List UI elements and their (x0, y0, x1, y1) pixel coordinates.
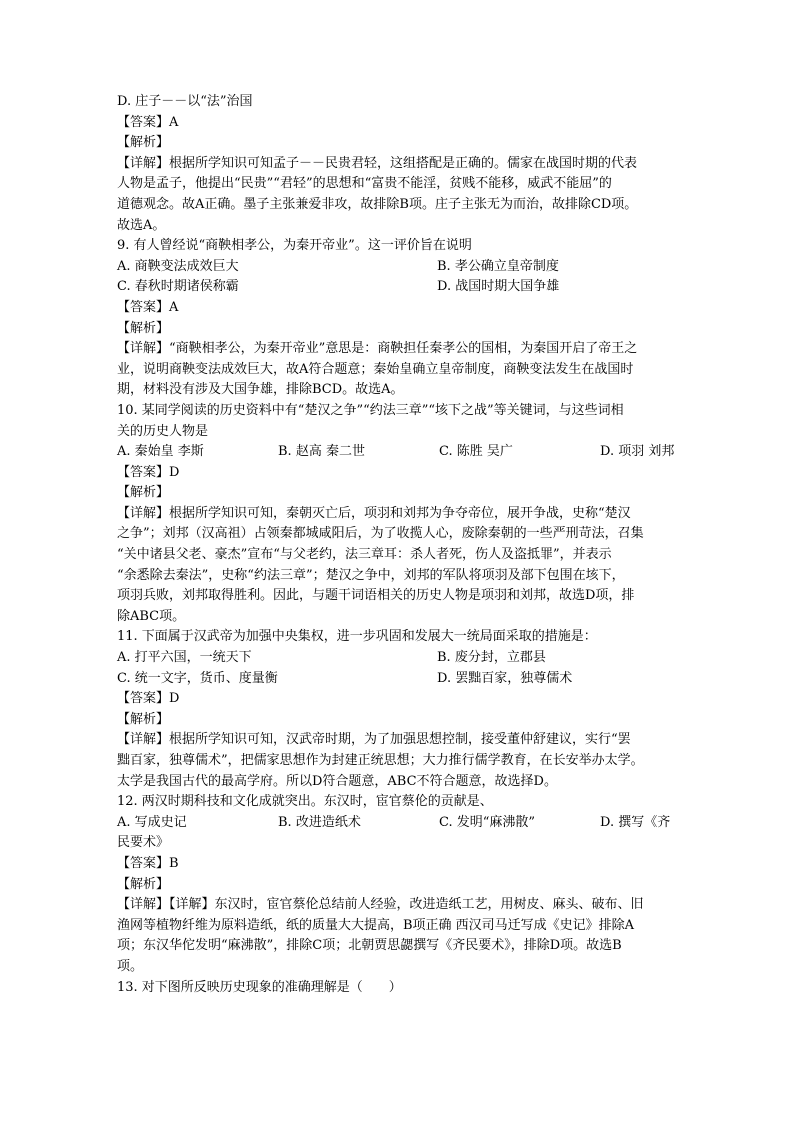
q12-detail-line: 项；东汉华佗发明“麻沸散”，排除C项；北朝贾思勰撰写《齐民要术》，排除D项。故选B (117, 938, 622, 954)
q12-option-b: B. 改进造纸术 (278, 814, 361, 830)
q8-detail-line: 【详解】根据所学知识可知孟子－－民贵君轻，这组搭配是正确的。儒家在战国时期的代表 (117, 155, 638, 171)
q10-detail-line: “关中诸县父老、豪杰”宣布“与父老约，法三章耳：杀人者死，伤人及盗抵罪”，并表示 (117, 547, 612, 563)
q11-detail-line: 【详解】根据所学知识可知，汉武帝时期，为了加强思想控制，接受董仲舒建议，实行“罢 (117, 732, 631, 748)
q12-detail-line: 渔网等植物纤维为原料造纸，纸的质量大大提高，B项正确 西汉司马迁写成《史记》排除A (117, 917, 635, 933)
q10-detail-line: 项羽兵败，刘邦取得胜利。因此，与题干词语相关的历史人物是项羽和刘邦，故选D项，排 (117, 588, 635, 604)
q8-detail-line: 故选A。 (117, 217, 166, 233)
q9-detail-line: 期，材料没有涉及大国争雄，排除BCD。故选A。 (117, 382, 404, 398)
q10-option-a: A. 秦始皇 李斯 (117, 444, 204, 460)
q10-options-row (117, 442, 683, 463)
q12-stem: 12. 两汉时期科技和文化成就突出。东汉时，宦官蔡伦的贡献是、 (117, 794, 493, 810)
q11-option-a: A. 打平六国，一统天下 (117, 650, 252, 666)
q9-detail-line: 业，说明商鞅变法成效巨大，故A符合题意；秦始皇确立皇帝制度，商鞅变法发生在战国时 (117, 361, 634, 377)
document-page (117, 92, 683, 998)
q9-options-row (117, 257, 683, 278)
q13-stem: 13. 对下图所反映历史现象的准确理解是（ ） (117, 979, 402, 995)
q8-analysis-label: 【解析】 (117, 135, 170, 151)
q11-detail-line: 黜百家，独尊儒术”，把儒家思想作为封建正统思想；大力推行儒学教育，在长安举办太学。 (117, 753, 644, 768)
q11-option-d: D. 罢黜百家，独尊儒术 (437, 670, 573, 686)
q11-detail-line: 太学是我国古代的最高学府。所以D符合题意，ABC不符合题意，故选择D。 (117, 773, 557, 789)
q10-stem: 10. 某同学阅读的历史资料中有“楚汉之争”“约法三章”“垓下之战”等关键词，与这些词相 (117, 402, 624, 418)
q11-stem: 11. 下面属于汉武帝为加强中央集权，进一步巩固和发展大一统局面采取的措施是： (117, 629, 597, 645)
q12-detail-line: 项。 (117, 958, 144, 974)
q12-option-d: D. 撰写《齐 (600, 814, 671, 830)
q12-answer: 【答案】B (117, 855, 179, 871)
q9-options-row (117, 277, 683, 298)
q9-answer: 【答案】A (117, 299, 179, 315)
q11-answer: 【答案】D (117, 691, 180, 707)
q9-option-a: A. 商鞅变法成效巨大 (117, 258, 239, 274)
q8-answer: 【答案】A (117, 114, 179, 130)
q12-option-c: C. 发明“麻沸散” (439, 814, 536, 830)
q12-analysis-label: 【解析】 (117, 876, 170, 892)
q11-analysis-label: 【解析】 (117, 711, 170, 727)
q9-stem: 9. 有人曾经说“商鞅相孝公，为秦开帝业”。这一评价旨在说明 (117, 238, 472, 254)
q9-option-c: C. 春秋时期诸侯称霸 (117, 279, 239, 295)
q10-answer: 【答案】D (117, 464, 180, 480)
q12-detail-line: 【详解】【详解】东汉时，宦官蔡伦总结前人经验，改进造纸工艺，用树皮、麻头、破布、旧 (117, 897, 644, 913)
q10-analysis-label: 【解析】 (117, 485, 170, 501)
q9-option-b: B. 孝公确立皇帝制度 (437, 258, 559, 274)
q10-detail-line: “余悉除去秦法”，史称“约法三章”；楚汉之争中，刘邦的军队将项羽及部下包围在垓下， (117, 567, 625, 583)
q9-analysis-label: 【解析】 (117, 320, 170, 336)
q9-option-d: D. 战国时期大国争雄 (437, 279, 560, 295)
q10-detail-line: 【详解】根据所学知识可知，秦朝灭亡后，项羽和刘邦为争夺帝位，展开争战，史称“楚汉 (117, 505, 631, 521)
q10-option-d: D. 项羽 刘邦 (600, 444, 675, 460)
q10-option-c: C. 陈胜 吴广 (439, 444, 513, 460)
q8-detail-line: 道德观念。故A正确。墨子主张兼爱非攻，故排除B项。庄子主张无为而治，故排除CD项。 (117, 196, 638, 212)
q12-option-d-continued: 民要术》 (117, 835, 170, 851)
q8-option-d: D. 庄子－－以“法”治国 (117, 94, 253, 109)
q10-option-b: B. 赵高 秦二世 (278, 444, 365, 460)
q11-option-c: C. 统一文字，货币、度量衡 (117, 670, 278, 686)
q10-detail-line: 之争”；刘邦（汉高祖）占领秦都城咸阳后，为了收揽人心，废除秦朝的一些严刑苛法，召集 (117, 526, 644, 542)
q10-stem: 关的历史人物是 (117, 423, 209, 439)
q12-option-a: A. 写成史记 (117, 814, 187, 830)
q8-detail-line: 人物是孟子，他提出“民贵”“君轻”的思想和“富贵不能淫，贫贱不能移，威武不能屈”的 (117, 176, 612, 192)
q10-detail-line: 除ABC项。 (117, 608, 186, 624)
q12-options-row (117, 813, 683, 834)
q11-option-b: B. 废分封，立郡县 (437, 650, 546, 666)
q11-options-row (117, 648, 683, 669)
q9-detail-line: 【详解】“商鞅相孝公，为秦开帝业”意思是：商鞅担任秦孝公的国相，为秦国开启了帝王之 (117, 341, 638, 357)
q11-options-row (117, 669, 683, 690)
